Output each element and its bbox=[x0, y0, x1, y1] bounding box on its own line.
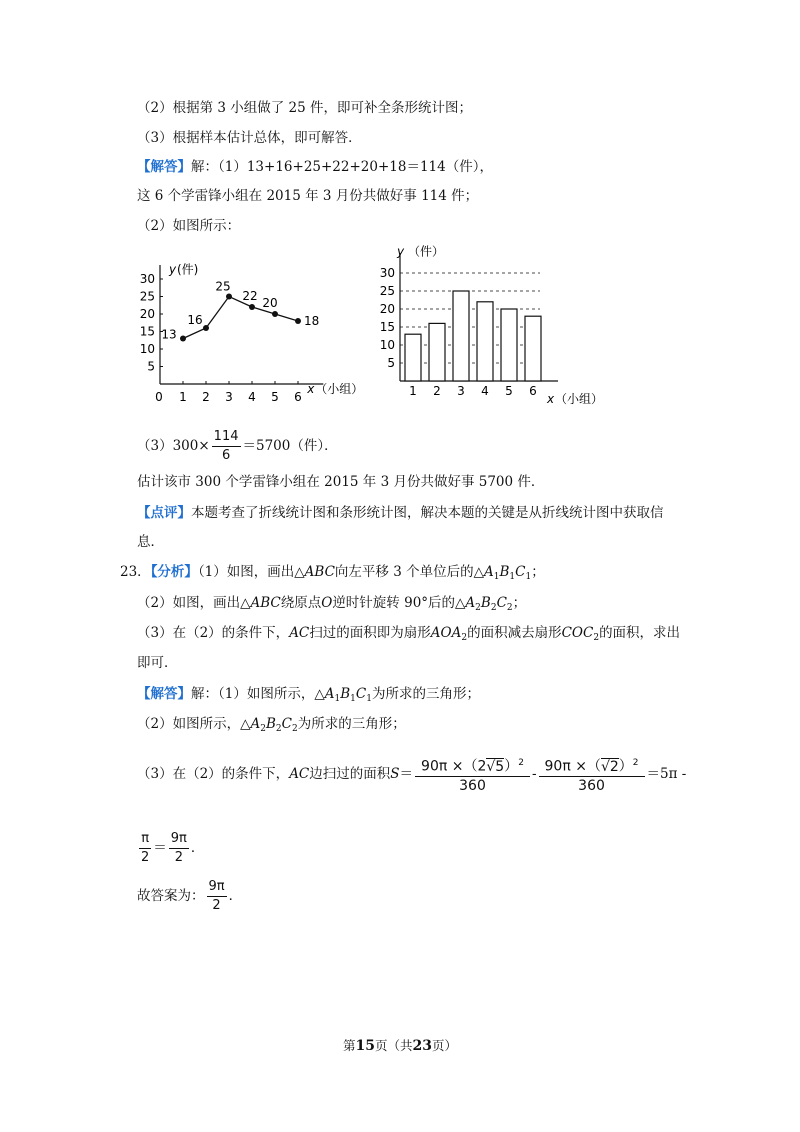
line-answer-2: （2）如图所示： bbox=[137, 218, 241, 234]
bar bbox=[453, 291, 469, 381]
x-tick-label: 2 bbox=[433, 384, 441, 398]
line-q23-analysis-1: 23．【分析】（1）如图，画出△ABC向左平移 3 个单位后的$\triangle A_1B_1C_1$； bbox=[120, 564, 545, 582]
bar-chart bbox=[360, 238, 610, 408]
line-q23-answer-3: （3）在（2）的条件下，AC边扫过的面积S＝ $\frac{90\pi \times(2√5)^2}{360}$ - $\frac{90\pi \times(√2)^2}{360}$ ＝5π - bbox=[137, 752, 686, 796]
page-total: 23 bbox=[412, 1038, 432, 1054]
data-point bbox=[203, 325, 209, 331]
bar bbox=[429, 323, 445, 381]
line-estimate: 估计该市 300 个学雷锋小组在 2015 年 3 月份共做好事 5700 件． bbox=[137, 474, 545, 490]
comment-tag: 【点评】 bbox=[137, 505, 191, 521]
x-tick-label: 3 bbox=[225, 390, 233, 404]
y-tick-label: 5 bbox=[147, 359, 155, 374]
data-point bbox=[226, 294, 232, 300]
y-axis-unit: （件） bbox=[408, 244, 445, 259]
data-label: 16 bbox=[187, 313, 203, 327]
fraction-114-6: $\frac{114}{6}$ bbox=[213, 429, 239, 463]
line-q23-analysis-2: （2）如图，画出△ABC绕原点O逆时针旋转 90°后的$\triangle A_2B_2C_2$； bbox=[137, 595, 527, 613]
x-axis-var: x bbox=[547, 392, 555, 406]
data-point bbox=[180, 336, 186, 342]
y-tick-label: 10 bbox=[379, 338, 395, 352]
bar bbox=[477, 302, 493, 381]
fraction-sector-aoa2: $\frac{90\pi \times(2√5)^2}{360}$ bbox=[415, 754, 530, 795]
data-point bbox=[272, 311, 278, 317]
x-tick-label: 6 bbox=[294, 390, 302, 404]
bar bbox=[501, 309, 517, 381]
fraction-9pi-2: $\frac{9\pi}{2}$ bbox=[170, 831, 187, 865]
x-tick-label: 5 bbox=[505, 384, 513, 398]
y-axis-var: y bbox=[169, 262, 177, 277]
answer-tag-23: 【解答】 bbox=[137, 686, 191, 702]
y-tick-label: 25 bbox=[379, 284, 395, 298]
line-final-answer: 故答案为： $\frac{9\pi}{2}$ ． bbox=[137, 879, 243, 913]
line-step3: （3）根据样本估计总体，即可解答． bbox=[137, 130, 362, 146]
line-comment-end: 息． bbox=[137, 534, 164, 550]
y-axis-unit: (件) bbox=[177, 262, 199, 277]
answer-tag: 【解答】 bbox=[137, 159, 191, 175]
x-tick-label: 3 bbox=[457, 384, 465, 398]
line-q23-answer-3b: $\frac{\pi}{2}$ ＝ $\frac{9\pi}{2}$ ． bbox=[141, 831, 205, 865]
data-label: 25 bbox=[215, 279, 231, 294]
line-chart bbox=[138, 248, 388, 408]
x-tick-label: 1 bbox=[409, 384, 417, 398]
data-label: 13 bbox=[161, 327, 177, 342]
page-number: 15 bbox=[355, 1038, 375, 1054]
x-tick-label: 4 bbox=[481, 384, 489, 398]
x-tick-label: 2 bbox=[202, 390, 210, 404]
y-axis-var: y bbox=[397, 244, 405, 259]
y-tick-label: 20 bbox=[379, 302, 395, 316]
fraction-sector-coc2: $\frac{90\pi \times(√2)^2}{360}$ bbox=[539, 754, 645, 795]
y-tick-label: 5 bbox=[387, 356, 395, 370]
line-q23-answer-2: （2）如图所示，$\triangle A_2B_2C_2$为所求的三角形； bbox=[137, 716, 406, 734]
line-answer-3: （3）300× $\frac{114}{6}$ ＝5700（件）． bbox=[137, 429, 338, 463]
data-label: 18 bbox=[304, 314, 320, 328]
line-q23-analysis-4: 即可． bbox=[137, 655, 178, 671]
x-axis-unit: （小组） bbox=[555, 392, 604, 406]
y-tick-label: 15 bbox=[379, 320, 395, 334]
data-label: 20 bbox=[262, 296, 278, 310]
fraction-pi-2: $\frac{\pi}{2}$ bbox=[141, 831, 150, 865]
y-tick-label: 20 bbox=[139, 307, 155, 321]
analysis-tag: 【分析】 bbox=[150, 564, 198, 580]
data-label: 22 bbox=[242, 289, 258, 303]
bar bbox=[525, 316, 541, 381]
y-tick-label: 30 bbox=[139, 272, 155, 286]
y-tick-label: 10 bbox=[139, 342, 155, 356]
page-footer: 第15页（共23页） bbox=[342, 1038, 457, 1054]
x-tick-label: 5 bbox=[271, 390, 279, 404]
line-answer-1b: 这 6 个学雷锋小组在 2015 年 3 月份共做好事 114 件； bbox=[137, 188, 479, 204]
line-answer-1: 【解答】解：（1）13+16+25+22+20+18＝114（件）， bbox=[137, 159, 493, 175]
x-axis-unit: （小组） bbox=[315, 382, 364, 396]
x-tick-label: 6 bbox=[529, 384, 537, 398]
line-q23-analysis-3: （3）在（2）的条件下，AC扫过的面积即为扇形$AOA_2$的面积减去扇形$COC_2$的面积，求出 bbox=[137, 625, 681, 643]
bar bbox=[405, 334, 421, 381]
fraction-final: $\frac{9\pi}{2}$ bbox=[208, 879, 225, 913]
x-tick-label: 0 bbox=[155, 390, 163, 404]
y-tick-label: 30 bbox=[379, 266, 395, 280]
data-point bbox=[249, 304, 255, 310]
data-point bbox=[295, 318, 301, 324]
x-axis-var: x bbox=[307, 382, 315, 396]
line-step2: （2）根据第 3 小组做了 25 件，即可补全条形统计图； bbox=[137, 100, 473, 116]
line-q23-answer-1: 【解答】解：（1）如图所示，$\triangle A_1B_1C_1$为所求的三角形； bbox=[137, 686, 480, 704]
y-tick-label: 15 bbox=[139, 324, 155, 339]
line-comment: 【点评】本题考查了折线统计图和条形统计图，解决本题的关键是从折线统计图中获取信 bbox=[137, 505, 664, 521]
x-tick-label: 4 bbox=[248, 390, 256, 404]
x-tick-label: 1 bbox=[179, 390, 187, 404]
y-tick-label: 25 bbox=[139, 289, 155, 304]
